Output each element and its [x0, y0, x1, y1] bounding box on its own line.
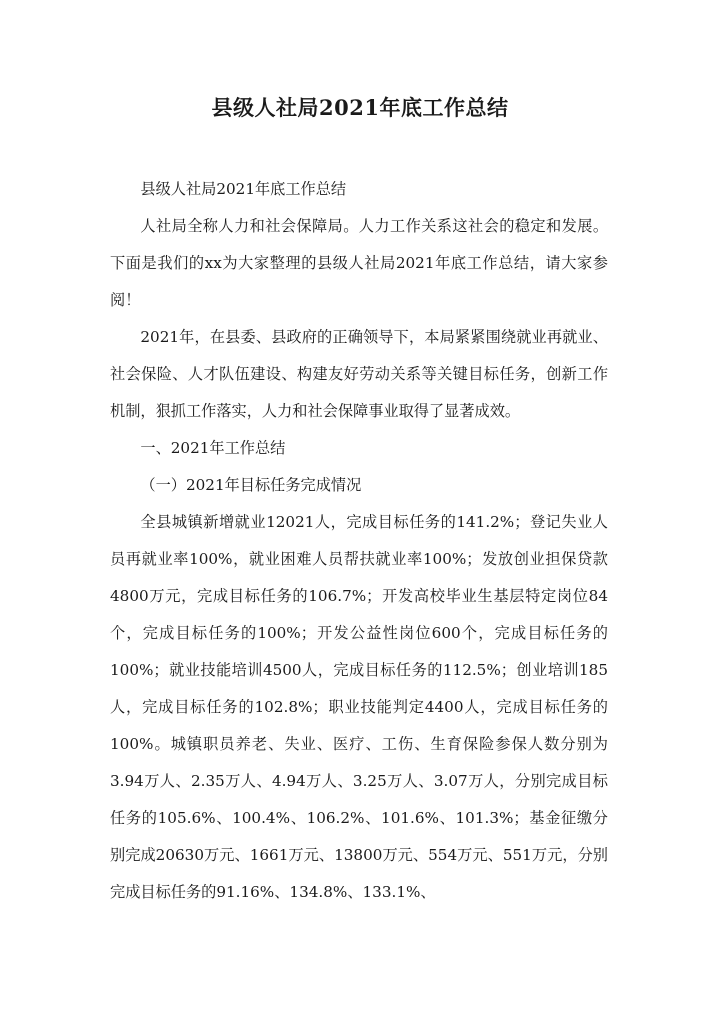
subsection-heading: （一）2021年目标任务完成情况	[140, 476, 362, 494]
paragraph-overview: 2021年，在县委、县政府的正确领导下，本局紧紧围绕就业再就业、社会保险、人才队伍建设、构建友好劳动关系等关键目标任务，创新工作机制，狠抓工作落实，人力和社会保障事业取得了显著成效。	[110, 328, 608, 420]
section-heading: 一、2021年工作总结	[140, 439, 286, 457]
document-title: 县级人社局2021年底工作总结	[211, 95, 509, 120]
paragraph-intro: 人社局全称人力和社会保障局。人力工作关系这社会的稳定和发展。下面是我们的xx为大家整理的县级人社局2021年底工作总结，请大家参阅！	[110, 217, 608, 309]
paragraph-subtitle: 县级人社局2021年底工作总结	[140, 180, 347, 198]
paragraph-statistics: 全县城镇新增就业12021人，完成目标任务的141.2%；登记失业人员再就业率100%，就业困难人员帮扶就业率100%；发放创业担保贷款4800万元，完成目标任务的106.7%；开发高校毕业生基层特定岗位84个，完成目标任务的100%；开发公益性岗位600个，完成目标任务的100%；就业技能培训4500人，完成目标任务的112.5%；创业培训185人，完成目标任务的102.8%；职业技能判定4400人，完成目标任务的100%。城镇职员养老、失业、医疗、工伤、生育保险参保人数分别为3.94万人、2.35万人、4.94万人、3.25万人、3.07万人，分别完成目标任务的105.6%、100.4%、106.2%、101.6%、101.3%；基金征缴分别完成20630万元、1661万元、13800万元、554万元、551万元，分别完成目标任务的91.16%、134.8%、133.1%、	[110, 513, 608, 901]
document-body	[110, 171, 608, 911]
